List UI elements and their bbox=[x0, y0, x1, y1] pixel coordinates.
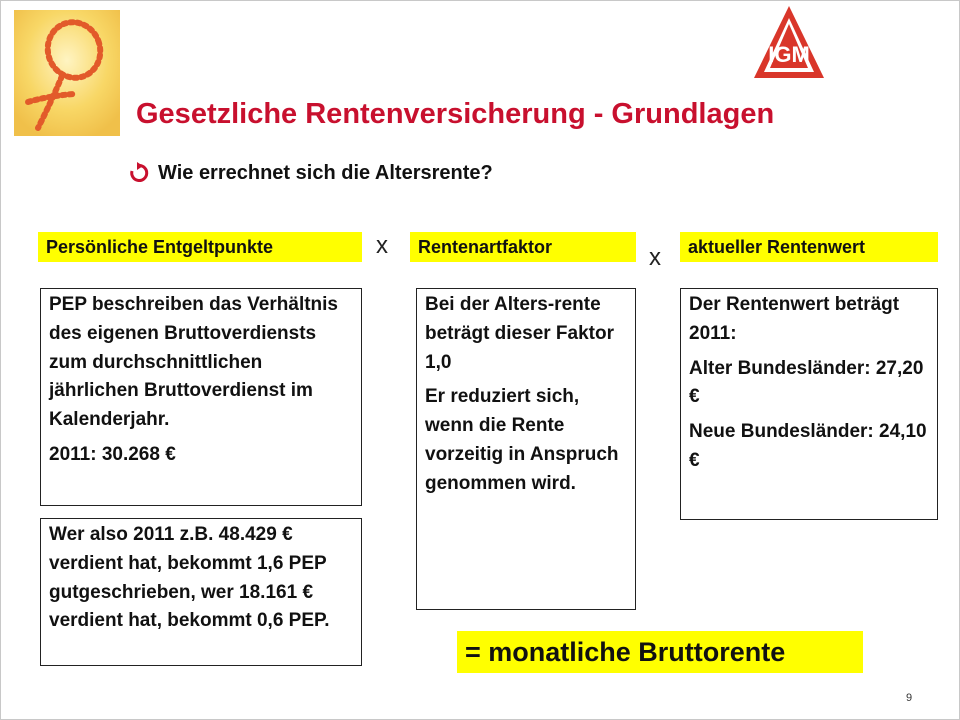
pep-average-value: 2011: 30.268 € bbox=[49, 443, 176, 465]
ig-metall-logo-text: IGM bbox=[768, 42, 810, 67]
pep-description: PEP beschreiben das Verhältnis des eigenen Bruttoverdiensts zum durchschnittlichen jährlichen Bruttoverdienst im Kalenderjahr. bbox=[49, 294, 338, 431]
factor-label-rentenwert: aktueller Rentenwert bbox=[680, 232, 938, 262]
pep-example-box bbox=[40, 518, 362, 666]
ig-metall-logo bbox=[752, 4, 826, 82]
pep-example-text: Wer also 2011 z.B. 48.429 € verdient hat, bekommt 1,6 PEP gutgeschrieben, wer 18.161 € verdient hat, bekommt 0,6 PEP. bbox=[49, 524, 330, 632]
venus-symbol-logo bbox=[14, 10, 120, 136]
rentenwert-box bbox=[680, 288, 938, 520]
factor-label-rentenartfaktor: Rentenartfaktor bbox=[410, 232, 636, 262]
page-number: 9 bbox=[906, 692, 913, 704]
slide-title: Gesetzliche Rentenversicherung - Grundlagen bbox=[136, 98, 775, 130]
rentenwert-west: Alter Bundesländer: 27,20 € bbox=[689, 357, 924, 408]
rentenwert-east: Neue Bundesländer: 24,10 € bbox=[689, 421, 927, 471]
arrow-circle-icon bbox=[128, 162, 150, 184]
pep-description-box bbox=[40, 288, 362, 506]
question-text: Wie errechnet sich die Altersrente? bbox=[158, 161, 493, 184]
factor-label-entgeltpunkte: Persönliche Entgeltpunkte bbox=[38, 232, 362, 262]
rentenartfaktor-box bbox=[416, 288, 636, 610]
rentenwert-intro: Der Rentenwert beträgt 2011: bbox=[689, 294, 900, 344]
rentenartfaktor-reduction-text: Er reduziert sich, wenn die Rente vorzeitig in Anspruch genommen wird. bbox=[425, 386, 619, 494]
result-label: = monatliche Bruttorente bbox=[457, 631, 863, 673]
multiply-operator: x bbox=[649, 244, 661, 271]
multiply-operator: x bbox=[376, 232, 388, 259]
rentenartfaktor-value-text: Bei der Alters-rente beträgt dieser Faktor 1,0 bbox=[425, 294, 614, 373]
question-line bbox=[128, 160, 493, 186]
